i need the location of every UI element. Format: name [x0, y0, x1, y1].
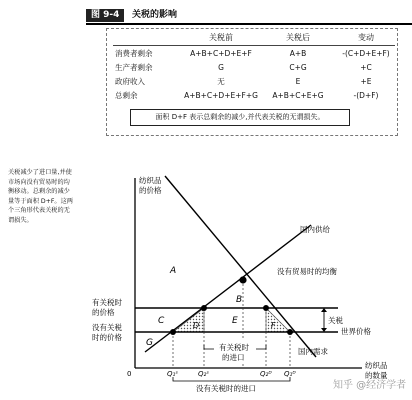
y-axis-label: 的价格: [139, 186, 162, 195]
point: [263, 305, 269, 311]
row-before: A+B+C+D+E+F+G: [184, 91, 258, 100]
y-axis-label: 纺织品: [139, 176, 162, 185]
figure-label: 图 9-4: [86, 9, 124, 22]
row-change: -(D+F): [353, 91, 379, 100]
q1s-label: Q₁ˢ: [167, 370, 178, 378]
q1d-label: Q₁ᴰ: [284, 370, 296, 378]
area-g-label: G: [146, 338, 153, 348]
area-d-label: D: [193, 321, 200, 330]
point: [287, 329, 293, 335]
equilibrium-label: 没有贸易时的均衡: [277, 267, 337, 276]
row-label: 总剩余: [115, 91, 138, 100]
area-f-label: F: [271, 321, 276, 330]
row-label: 政府收入: [115, 77, 145, 86]
area-c-label: C: [158, 316, 165, 326]
row-change: +E: [360, 77, 372, 86]
row-before: 无: [217, 77, 225, 86]
price-without-tariff-label: 时的价格: [92, 333, 122, 342]
x-axis-label: 的数量: [365, 371, 388, 380]
x-axis-label: 纺织品: [365, 361, 388, 370]
figure-title: 关税的影响: [132, 10, 178, 20]
row-label: 生产者剩余: [115, 63, 153, 72]
price-with-tariff-label: 的价格: [92, 308, 115, 317]
imports-with-tariff-label: 有关税时: [219, 343, 249, 352]
imports-with-tariff-label: 的进口: [222, 353, 245, 362]
row-before: G: [218, 63, 224, 72]
supply-curve: [145, 225, 311, 352]
row-after: A+B+C+E+G: [272, 91, 324, 100]
row-label: 消费者剩余: [115, 49, 153, 58]
demand-label: 国内需求: [298, 347, 328, 356]
imports-without-tariff-label: 没有关税时的进口: [196, 384, 256, 393]
deadweight-note: 面积 D+F 表示总剩余的减少,并代表关税的无谓损失。: [130, 109, 350, 126]
area-b-label: B: [236, 295, 243, 305]
col-header-change: 变动: [358, 33, 374, 42]
q2s-label: Q₂ˢ: [198, 370, 209, 378]
area-a-label: A: [170, 266, 177, 276]
point: [170, 329, 176, 335]
row-before: A+B+C+D+E+F: [190, 49, 252, 58]
price-without-tariff-label: 没有关税: [92, 323, 122, 332]
no-trade-equilibrium-point: [239, 276, 246, 283]
row-change: -(C+D+E+F): [342, 49, 390, 58]
q2d-label: Q₂ᴰ: [260, 370, 272, 378]
row-after: C+G: [289, 63, 307, 72]
imports-without-tariff-bracket: [173, 377, 290, 381]
area-e-label: E: [232, 316, 238, 326]
row-change: +C: [360, 63, 372, 72]
world-price-label: 世界价格: [341, 327, 371, 336]
row-after: A+B: [289, 49, 307, 58]
point: [201, 305, 207, 311]
watermark: 知乎 @经济学者: [333, 380, 407, 391]
sidebar-caption: 关税减少了进口量,并使市场向没有贸易时的均衡移动。总剩余的减少量等于面积 D+F。这两个三角形代表关税的无谓损失。: [8, 169, 73, 224]
row-after: E: [295, 77, 301, 86]
origin-label: 0: [127, 370, 132, 378]
tariff-label: 关税: [328, 316, 343, 325]
col-header-after: 关税后: [286, 33, 310, 42]
col-header-before: 关税前: [209, 33, 233, 42]
area-d-triangle: [173, 308, 204, 332]
supply-label: 国内供给: [300, 225, 330, 234]
price-with-tariff-label: 有关税时: [92, 298, 122, 307]
